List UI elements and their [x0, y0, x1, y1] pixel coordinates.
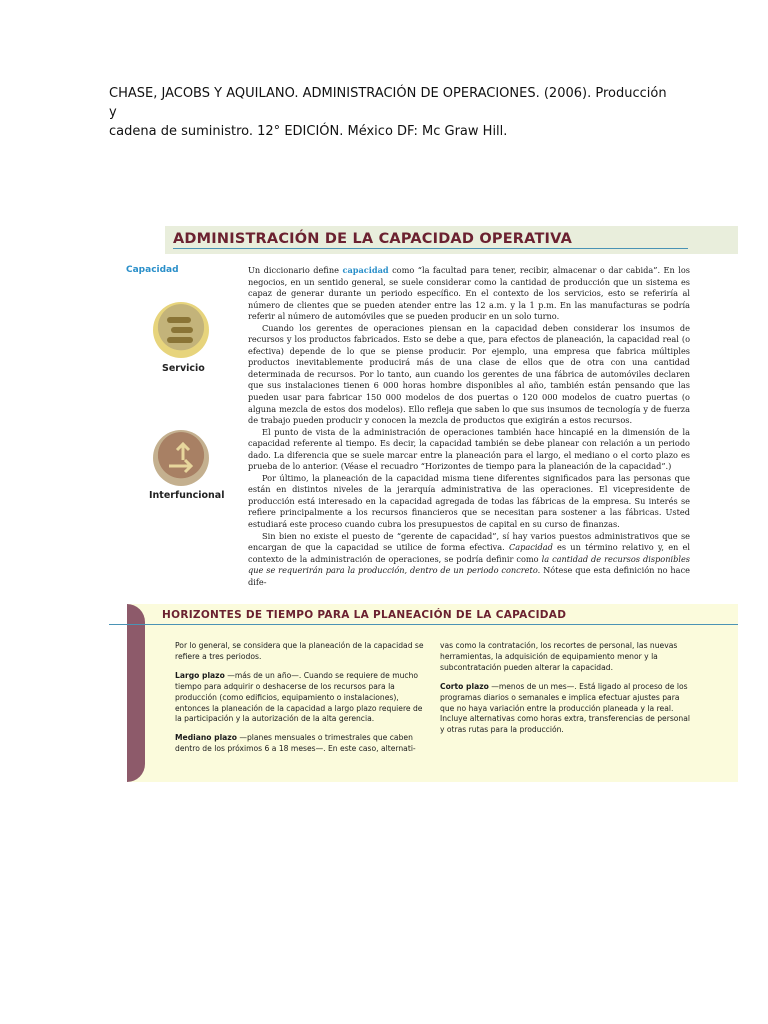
paragraph-1	[248, 265, 690, 323]
box-top-rule	[109, 624, 738, 625]
corto-text: —menos de un mes—. Está ligado al proceso de los programas diarios o semanales e implica efectuar ajustes para que no haya variación entre la producción planeada y la real. Incluye alternativas como horas extra, transferencias de personal y otras rutas para la producción.	[440, 681, 691, 735]
term-capacidad: capacidad	[342, 265, 389, 275]
corto-plazo	[440, 682, 696, 737]
p5-definition: la cantidad de recursos disponibles que se requerirán para la producción, dentro de un periodo concreto.	[248, 553, 690, 576]
section-header	[165, 226, 738, 254]
box-column-1	[175, 641, 427, 763]
p5-part-a: Sin bien no existe el puesto de “gerente de capacidad”, sí hay varios puestos administrativos que se encargan de que la capacidad se utilice de forma efectiva.	[248, 530, 690, 553]
citation-line-1: CHASE, JACOBS Y AQUILANO. ADMINISTRACIÓN DE OPERACIONES. (2006). Producción y	[109, 86, 667, 120]
col2-continuation: vas como la contratación, los recortes de personal, las nuevas herramientas, la adquisición de equipamiento menor y la subcontratación pueden alterar la capacidad.	[440, 641, 678, 672]
mediano-term: Mediano plazo	[175, 733, 237, 743]
p1-part-b: como “la facultad para tener, recibir, almacenar o dar cabida”. En los negocios, en un sentido general, se suele considerar como la cantidad de producción que un sistema es capaz de generar durante un periodo específico. En el contexto de los servicios, esto se referiría al número de clientes que se pueden atender entre las 12 a.m. y la 1 p.m. En las manufacturas se podría referir al número de automóviles que se pueden producir en un solo turno.	[248, 265, 691, 322]
largo-plazo	[175, 671, 427, 726]
mediano-plazo	[175, 733, 427, 755]
margin-label: Capacidad	[126, 265, 179, 275]
paragraph-2: Cuando los gerentes de operaciones piensan en la capacidad deben considerar los insumos de recursos y los productos fabricados. Esto se debe a que, para efectos de planeación, la capacidad real (o efectiva) depende de lo que se piense producir. Por ejemplo, una empresa que fabrica múltiples productos inevitablemente producirá más de una clase de ellos que de otra con una cantidad determinada de recursos. Por lo tanto, aun cuando los gerentes de una fábrica de automóviles declaren que sus instalaciones tienen 6 000 horas hombre disponibles al año, también están pensando que las pueden usar para fabricar 150 000 modelos de dos puertas o 120 000 modelos de cuatro puertas (o alguna mezcla de estos dos modelos). Ello refleja que saben lo que sus insumos de tecnología y de fuerza de trabajo pueden producir y conocen la mezcla de productos que exigirán a estos recursos.	[248, 322, 690, 426]
p5-em-capacidad: Capacidad	[508, 542, 553, 553]
interfuncional-label: Interfuncional	[149, 490, 225, 501]
section-title: ADMINISTRACIÓN DE LA CAPACIDAD OPERATIVA	[173, 231, 573, 247]
largo-text: —más de un año—. Cuando se requiere de mucho tiempo para adquirir o deshacerse de los recursos para la producción (como edificios, equipamiento o instalaciones), entonces la planeación de la capacidad a largo plazo requiere de la participación y la autorización de la alta gerencia.	[175, 670, 423, 724]
box-column-2	[440, 641, 696, 744]
interfuncional-icon	[153, 430, 209, 486]
box-title: HORIZONTES DE TIEMPO PARA LA PLANEACIÓN DE LA CAPACIDAD	[162, 609, 567, 621]
servicio-label: Servicio	[162, 363, 205, 374]
box-intro: Por lo general, se considera que la planeación de la capacidad se refiere a tres periodos.	[175, 641, 424, 661]
p1-part-a: Un diccionario define	[248, 265, 343, 275]
paragraph-4: Por último, la planeación de la capacidad misma tiene diferentes significados para las personas que están en distintos niveles de la jerarquía administrativa de las operaciones. El vicepresidente de producción está interesado en la capacidad agregada de todas las fábricas de la empresa. Su interés se refiere principalmente a los recursos financieros que se necesitan para sostener a las fábricas. Usted estudiará este proceso cuando cubra los presupuestos de capital en su curso de finanzas.	[248, 472, 690, 530]
paragraph-3: El punto de vista de la administración de operaciones también hace hincapié en la dimensión de la capacidad referente al tiempo. Es decir, la capacidad también se debe planear con relación a un periodo dado. La diferencia que se suele marcar entre la planeación para el largo, el mediano o el corto plazo es prueba de lo anterior. (Véase el recuadro “Horizontes de tiempo para la planeación de la capacidad”.)	[248, 426, 690, 472]
body-text	[248, 265, 690, 588]
citation-line-2: cadena de suministro. 12° EDICIÓN. México DF: Mc Graw Hill.	[109, 124, 508, 139]
citation	[109, 84, 669, 141]
largo-term: Largo plazo	[175, 670, 225, 680]
servicio-icon	[153, 302, 209, 358]
header-rule	[173, 248, 688, 249]
corto-term: Corto plazo	[440, 681, 489, 691]
p5-part-c: Nótese que esta definición no hace dife-	[248, 565, 690, 587]
paragraph-5	[248, 531, 690, 589]
p5-part-b: es un término relativo y, en el contexto de la administración de operaciones, se podría definir como	[248, 542, 691, 564]
mediano-text: —planes mensuales o trimestrales que caben dentro de los próximos 6 a 18 meses—. En este caso, alternati-	[175, 733, 416, 754]
box-decoration	[127, 604, 145, 782]
